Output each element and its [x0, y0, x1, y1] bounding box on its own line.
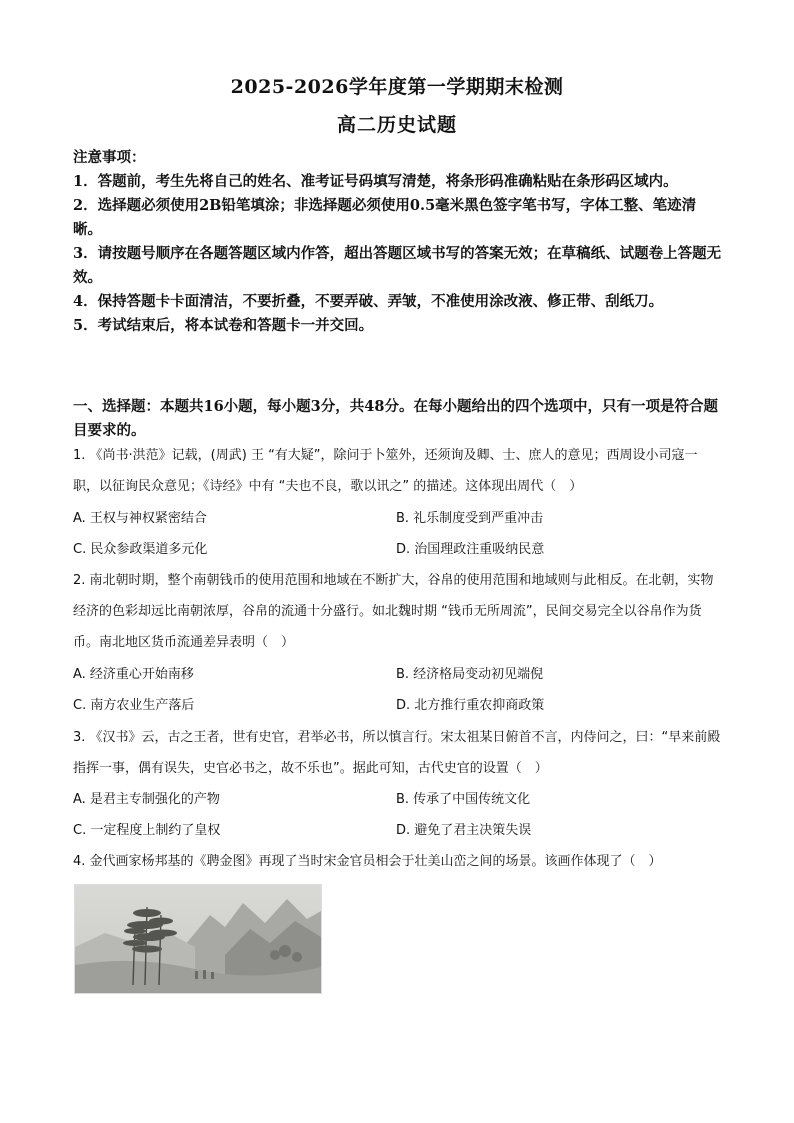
note-item: 4．保持答题卡卡面清洁，不要折叠，不要弄破、弄皱，不准使用涂改液、修正带、刮纸刀。 [73, 293, 664, 310]
note-item: 3．请按题号顺序在各题答题区域内作答，超出答题区域书写的答案无效；在草稿纸、试题卷上答题无效。 [73, 245, 722, 286]
option-b: B. 传承了中国传统文化 [396, 792, 531, 807]
option-b: B. 经济格局变动初见端倪 [396, 667, 544, 682]
question-1-options [73, 503, 723, 565]
question-4-stem: 4. 金代画家杨邦基的《聘金图》再现了当时宋金官员相会于壮美山峦之间的场景。该画作体现了（ ） [73, 854, 662, 869]
option-a: A. 经济重心开始南移 [73, 667, 194, 682]
notes-block [73, 146, 723, 338]
option-d: D. 治国理政注重吸纳民意 [396, 542, 545, 557]
note-item: 2．选择题必须使用2B铅笔填涂；非选择题必须使用0.5毫米黑色签字笔书写，字体工整、笔迹清晰。 [73, 197, 697, 238]
question-1-stem: 1. 《尚书·洪范》记载，(周武) 王 “有大疑”，除问于卜筮外，还须询及卿、士、庶人的意见；西周设小司寇一职，以征询民众意见；《诗经》中有 “夫也不良，歌以讯之” 的描述。这体现出周代（ ） [73, 448, 698, 494]
option-a: A. 王权与神权紧密结合 [73, 511, 207, 526]
landscape-painting-image [74, 884, 322, 994]
question-3-stem: 3. 《汉书》云，古之王者，世有史官，君举必书，所以慎言行。宋太祖某日俯首不言，内侍问之，曰：“早来前殿指挥一事，偶有误失，史官必书之，故不乐也”。据此可知，古代史官的设置（ ） [73, 730, 721, 776]
question-2-options [73, 659, 723, 721]
option-a: A. 是君主专制强化的产物 [73, 792, 220, 807]
option-d: D. 避免了君主决策失误 [396, 823, 532, 838]
option-c: C. 一定程度上制约了皇权 [73, 823, 221, 838]
option-d: D. 北方推行重农抑商政策 [396, 698, 545, 713]
question-2-stem: 2. 南北朝时期，整个南朝钱币的使用范围和地域在不断扩大，谷帛的使用范围和地域则与此相反。在北朝，实物经济的色彩却远比南朝浓厚，谷帛的流通十分盛行。如北魏时期 “钱币无所周流”，民间交易完全以谷帛作为货币。南北地区货币流通差异表明（ ） [73, 573, 714, 650]
note-item: 1．答题前，考生先将自己的姓名、准考证号码填写清楚，将条形码准确粘贴在条形码区域内。 [73, 173, 678, 190]
exam-title: 2025-2026学年度第一学期期末检测 [230, 76, 564, 98]
option-c: C. 南方农业生产落后 [73, 698, 195, 713]
notes-heading: 注意事项： [73, 149, 146, 166]
exam-subtitle: 高二历史试题 [336, 114, 457, 136]
question-3-options [73, 784, 723, 846]
option-b: B. 礼乐制度受到严重冲击 [396, 511, 544, 526]
option-c: C. 民众参政渠道多元化 [73, 542, 208, 557]
note-item: 5．考试结束后，将本试卷和答题卡一并交回。 [73, 317, 374, 334]
section-heading: 一、选择题：本题共16小题，每小题3分，共48分。在每小题给出的四个选项中，只有一项是符合题目要求的。 [73, 398, 718, 439]
